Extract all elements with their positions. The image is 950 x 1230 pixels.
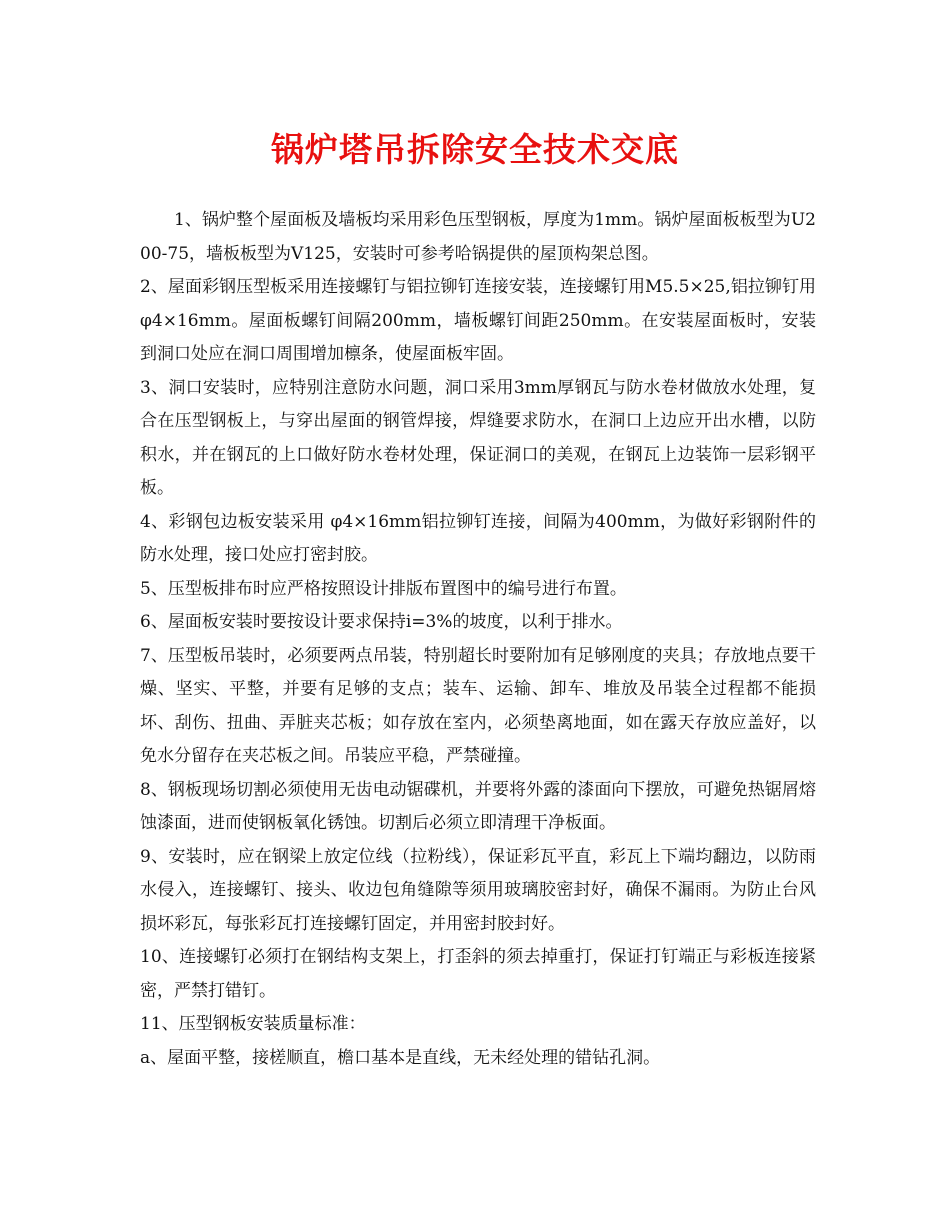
document-title: 锅炉塔吊拆除安全技术交底 (271, 130, 679, 169)
paragraph-3: 3、洞口安装时，应特别注意防水问题，洞口采用3mm厚钢瓦与防水卷材做放水处理，复合在压型钢板上，与穿出屋面的钢管焊接，焊缝要求防水，在洞口上边应开出水槽，以防积水，并在钢瓦的上口做好防水卷材处理，保证洞口的美观，在钢瓦上边装饰一层彩钢平板。 (140, 377, 816, 498)
paragraph-12: a、屋面平整，接槎顺直，檐口基本是直线，无未经处理的错钻孔洞。 (140, 1047, 661, 1068)
paragraph-10: 10、连接螺钉必须打在钢结构支架上，打歪斜的须去掉重打，保证打钉端正与彩板连接紧密，严禁打错钉。 (140, 947, 816, 1001)
paragraph-5: 5、压型板排布时应严格按照设计排版布置图中的编号进行布置。 (140, 578, 627, 599)
paragraph-9: 9、安装时，应在钢梁上放定位线（拉粉线），保证彩瓦平直，彩瓦上下端均翻边，以防雨水侵入，连接螺钉、接头、收边包角缝隙等须用玻璃胶密封好，确保不漏雨。为防止台风损坏彩瓦，每张彩瓦打连接螺钉固定，并用密封胶封好。 (140, 846, 816, 934)
paragraph-1: 1、锅炉整个屋面板及墙板均采用彩色压型钢板，厚度为1mm。锅炉屋面板板型为U200-75，墙板板型为V125，安装时可参考哈锅提供的屋顶构架总图。 (140, 210, 816, 264)
paragraph-6: 6、屋面板安装时要按设计要求保持i=3%的坡度，以利于排水。 (140, 612, 623, 632)
paragraph-2: 2、屋面彩钢压型板采用连接螺钉与铝拉铆钉连接安装，连接螺钉用M5.5×25,铝拉铆钉用 φ4×16mm。屋面板螺钉间隔200mm，墙板螺钉间距250mm。在安装屋面板时，安装到洞口处应在洞口周围增加檩条，使屋面板牢固。 (140, 277, 816, 364)
paragraph-7: 7、压型板吊装时，必须要两点吊装，特别超长时要附加有足够刚度的夹具；存放地点要干燥、坚实、平整，并要有足够的支点；装车、运输、卸车、堆放及吊装全过程都不能损坏、刮伤、扭曲、弄脏夹芯板；如存放在室内，必须垫离地面，如在露天存放应盖好，以免水分留存在夹芯板之间。吊装应平稳，严禁碰撞。 (140, 645, 816, 766)
paragraph-8: 8、钢板现场切割必须使用无齿电动锯碟机，并要将外露的漆面向下摆放，可避免热锯屑熔蚀漆面，进而使钢板氧化锈蚀。切割后必须立即清理干净板面。 (140, 779, 816, 833)
paragraph-4: 4、彩钢包边板安装采用 φ4×16mm铝拉铆钉连接，间隔为400mm，为做好彩钢附件的防水处理，接口处应打密封胶。 (140, 511, 816, 565)
document-body (140, 204, 816, 1075)
paragraph-11: 11、压型钢板安装质量标准： (140, 1014, 366, 1034)
